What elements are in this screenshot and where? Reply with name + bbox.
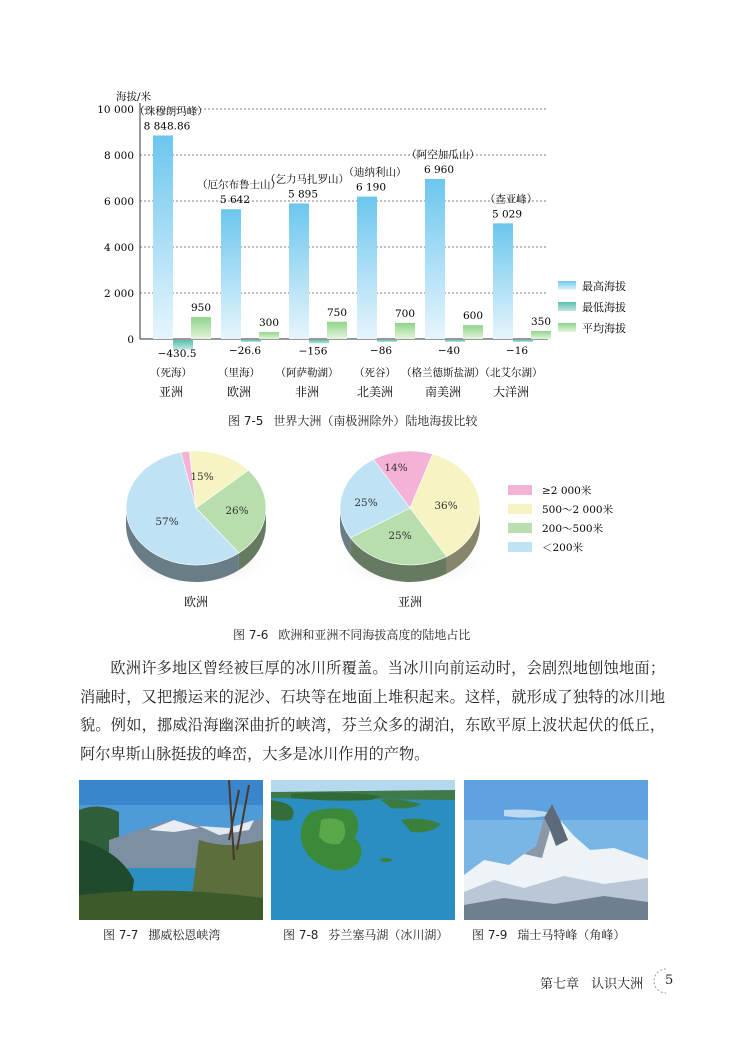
min-place-label: （格兰德斯盐湖） [401,367,485,379]
legend-label: 200～500米 [542,523,604,535]
min-value-label: −86 [369,344,393,357]
avg-value-label: 350 [530,315,552,328]
pie-slice-label: 25% [354,497,378,509]
pie-slice-label: 57% [155,516,179,528]
pie-name-label: 欧洲 [183,595,209,609]
figure-7-8-caption [283,926,448,943]
pie-slice-label: 25% [388,530,412,542]
min-place-label: （阿萨勒湖） [275,367,339,379]
min-place-label: （死海） [150,367,192,379]
min-place-label: （北艾尔湖） [479,367,543,379]
photo-saimaa-lake [271,780,455,920]
max-place-label: （乞力马扎罗山） [265,173,349,186]
max-value-label: 6 190 [355,181,387,194]
photo-sognefjord [79,780,263,920]
bar-max-北美洲 [357,197,377,339]
bar-max-非洲 [289,203,309,339]
legend-label: 最低海拔 [582,301,626,314]
legend-swatch [558,281,576,290]
figure-title: 欧洲和亚洲不同海拔高度的陆地占比 [278,628,471,642]
legend-swatch [508,504,532,514]
max-place-label: （迪纳利山） [343,166,407,179]
max-place-label: （厄尔布鲁士山） [197,179,281,192]
figure-title: 世界大洲（南极洲除外）陆地海拔比较 [273,414,478,428]
chapter-number: 第七章 [540,977,580,992]
category-label: 大洋洲 [492,385,530,399]
pie-slice-label: 36% [434,500,458,512]
bar-min-大洋洲 [513,340,533,342]
bar-avg-非洲 [327,322,347,339]
category-label: 南美洲 [424,385,462,399]
legend-swatch [508,542,532,552]
min-value-label: −156 [298,345,328,358]
category-label: 北美洲 [356,385,394,399]
bar-min-北美洲 [377,340,397,342]
max-value-label: 6 960 [423,163,455,176]
y-tick-label: 10 000 [97,104,134,116]
y-tick-label: 4 000 [103,242,134,254]
legend-swatch [558,302,576,311]
photo-caption: 瑞士马特峰（角峰） [517,928,626,942]
bar-avg-大洋洲 [531,331,551,339]
min-value-label: −16 [505,344,529,357]
y-tick-label: 8 000 [103,150,134,162]
category-label: 欧洲 [226,385,252,399]
avg-value-label: 300 [258,317,280,330]
legend-label: 最高海拔 [582,280,626,293]
figure-7-7-caption [103,926,220,943]
pie-slice-label: 26% [225,505,249,517]
figure-7-6-caption [233,626,470,643]
legend-label: 平均海拔 [582,322,626,335]
figure-number: 图 7-5 [228,414,264,428]
bar-avg-亚洲 [191,317,211,339]
figure-7-5-caption [228,412,477,429]
max-value-label: 5 895 [287,188,319,201]
bar-min-欧洲 [241,340,261,342]
paragraph-text: 欧洲许多地区曾经被巨厚的冰川所覆盖。当冰川向前运动时，会剧烈地刨蚀地面；消融时，又把搬运来的泥沙、石块等在地面上堆积起来。这样，就形成了独特的冰川地貌。例如，挪威沿海幽深曲折的峡湾，芬兰众多的湖泊，东欧平原上波状起伏的低丘，阿尔卑斯山脉挺拔的峰峦，大多是冰川作用的产物。 [80,659,665,763]
body-paragraph [80,654,665,768]
min-place-label: （死谷） [354,367,396,379]
min-value-label: −26.6 [228,344,262,357]
avg-value-label: 950 [190,302,212,315]
bar-avg-南美洲 [463,325,483,339]
legend-label: ＜200米 [542,542,584,554]
category-label: 非洲 [294,385,320,399]
max-value-label: 5 029 [491,208,523,221]
figure-7-9-caption [472,926,625,943]
figure-number: 图 7-6 [233,628,269,642]
max-value-label: 5 642 [219,194,251,207]
bar-max-大洋洲 [493,223,513,339]
min-place-label: （里海） [218,367,260,379]
chapter-title: 认识大洲 [591,977,644,992]
bar-avg-北美洲 [395,323,415,339]
figure-number: 图 7-8 [283,928,319,942]
pie-name-label: 亚洲 [397,595,423,609]
avg-value-label: 750 [326,306,348,319]
elevation-pie-charts [0,440,740,640]
page-number: 5 [665,973,674,988]
y-tick-label: 0 [127,334,134,346]
pie-slice-label: 15% [190,471,214,483]
bar-max-亚洲 [153,135,173,339]
max-place-label: （查亚峰） [484,193,538,206]
avg-value-label: 600 [462,310,484,323]
photo-matterhorn [464,780,648,920]
max-value-label: 8 848.86 [143,120,191,133]
bar-min-南美洲 [445,340,465,342]
elevation-bar-chart [0,0,740,405]
legend-swatch [508,523,532,533]
min-value-label: −430.5 [157,347,197,360]
min-value-label: −40 [437,344,461,357]
legend-label: ≥2 000米 [542,485,592,497]
legend-swatch [558,323,576,332]
legend-swatch [508,485,532,495]
bar-min-非洲 [309,340,329,343]
figure-number: 图 7-9 [472,928,508,942]
pie-slice-label: 14% [384,462,408,474]
y-tick-label: 6 000 [103,196,134,208]
figure-number: 图 7-7 [103,928,139,942]
y-tick-label: 2 000 [103,288,134,300]
page-number-ornament [648,966,678,996]
photo-caption: 挪威松恩峡湾 [148,928,221,942]
photo-caption: 芬兰塞马湖（冰川湖） [328,928,449,942]
page-footer [540,973,643,992]
legend-label: 500～2 000米 [542,504,614,516]
avg-value-label: 700 [394,307,416,320]
max-place-label: （阿空加瓜山） [406,148,480,161]
bar-avg-欧洲 [259,332,279,339]
y-axis-title: 海拔/米 [116,91,152,103]
bar-max-南美洲 [425,179,445,339]
category-label: 亚洲 [158,385,184,399]
bar-max-欧洲 [221,209,241,339]
max-place-label: （珠穆朗玛峰） [134,105,208,118]
